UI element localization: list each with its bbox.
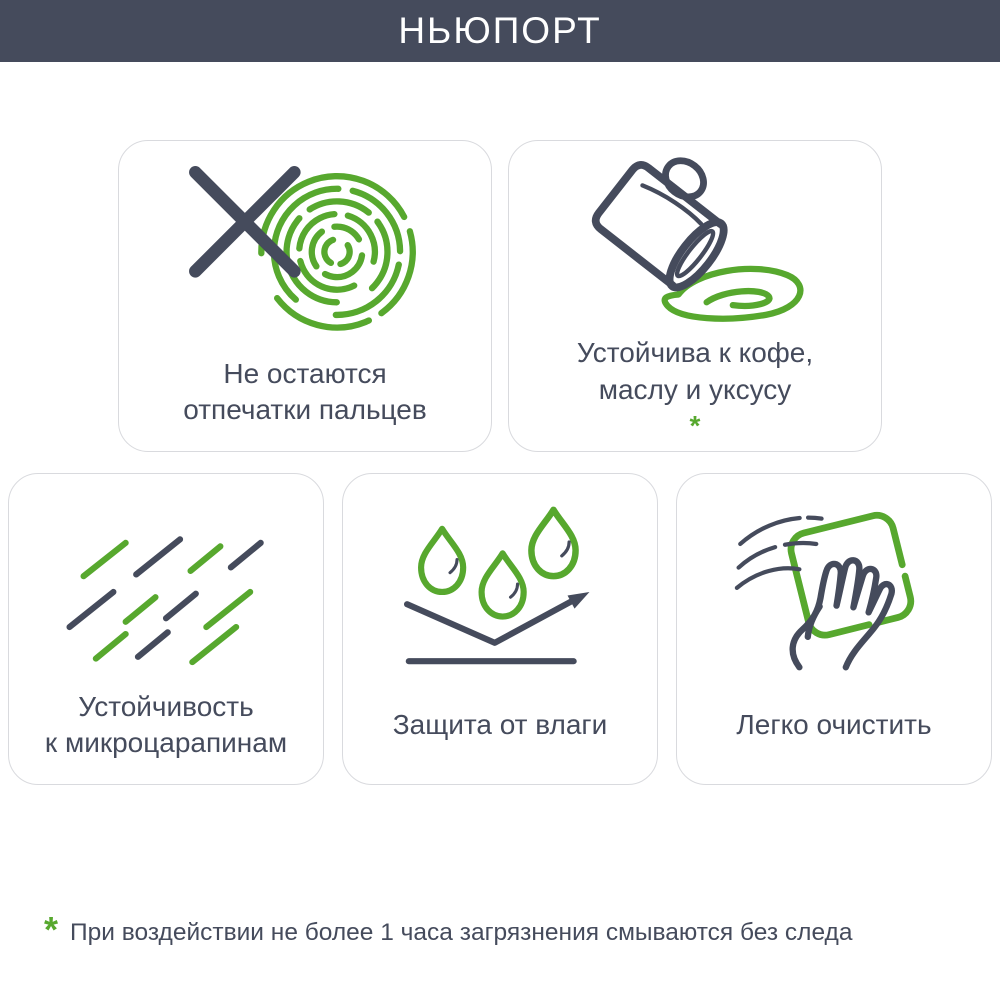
hand-wipe-icon xyxy=(720,495,948,672)
page-title: НЬЮПОРТ xyxy=(398,10,602,51)
feature-caption: Не остаются отпечатки пальцев xyxy=(183,357,427,425)
feature-card-stain-resistant xyxy=(508,140,882,452)
water-drops-bounce-icon xyxy=(386,492,614,676)
asterisk-mark: * xyxy=(689,410,701,442)
feature-card-easy-clean xyxy=(676,473,992,785)
micro-scratches-icon xyxy=(52,492,280,676)
feature-caption: Устойчива к кофе, маслу и уксусу * xyxy=(576,337,814,442)
feature-caption: Устойчивость к микроцарапинам xyxy=(44,690,288,758)
footnote xyxy=(44,909,964,950)
feature-caption: Легко очистить xyxy=(736,708,932,740)
feature-card-scratch-resistant xyxy=(8,473,324,785)
footnote-text: При воздействии не более 1 часа загрязнения смываются без следа xyxy=(70,919,853,946)
fingerprint-crossed-icon xyxy=(174,149,436,353)
feature-row-bottom xyxy=(8,473,992,785)
feature-card-moisture-protection xyxy=(342,473,658,785)
spilled-cup-icon xyxy=(564,147,826,351)
feature-card-no-fingerprints xyxy=(118,140,492,452)
feature-row-top xyxy=(118,140,882,452)
feature-caption: Защита от влаги xyxy=(392,708,608,740)
title-bar xyxy=(0,0,1000,62)
footnote-asterisk: * xyxy=(44,909,59,950)
